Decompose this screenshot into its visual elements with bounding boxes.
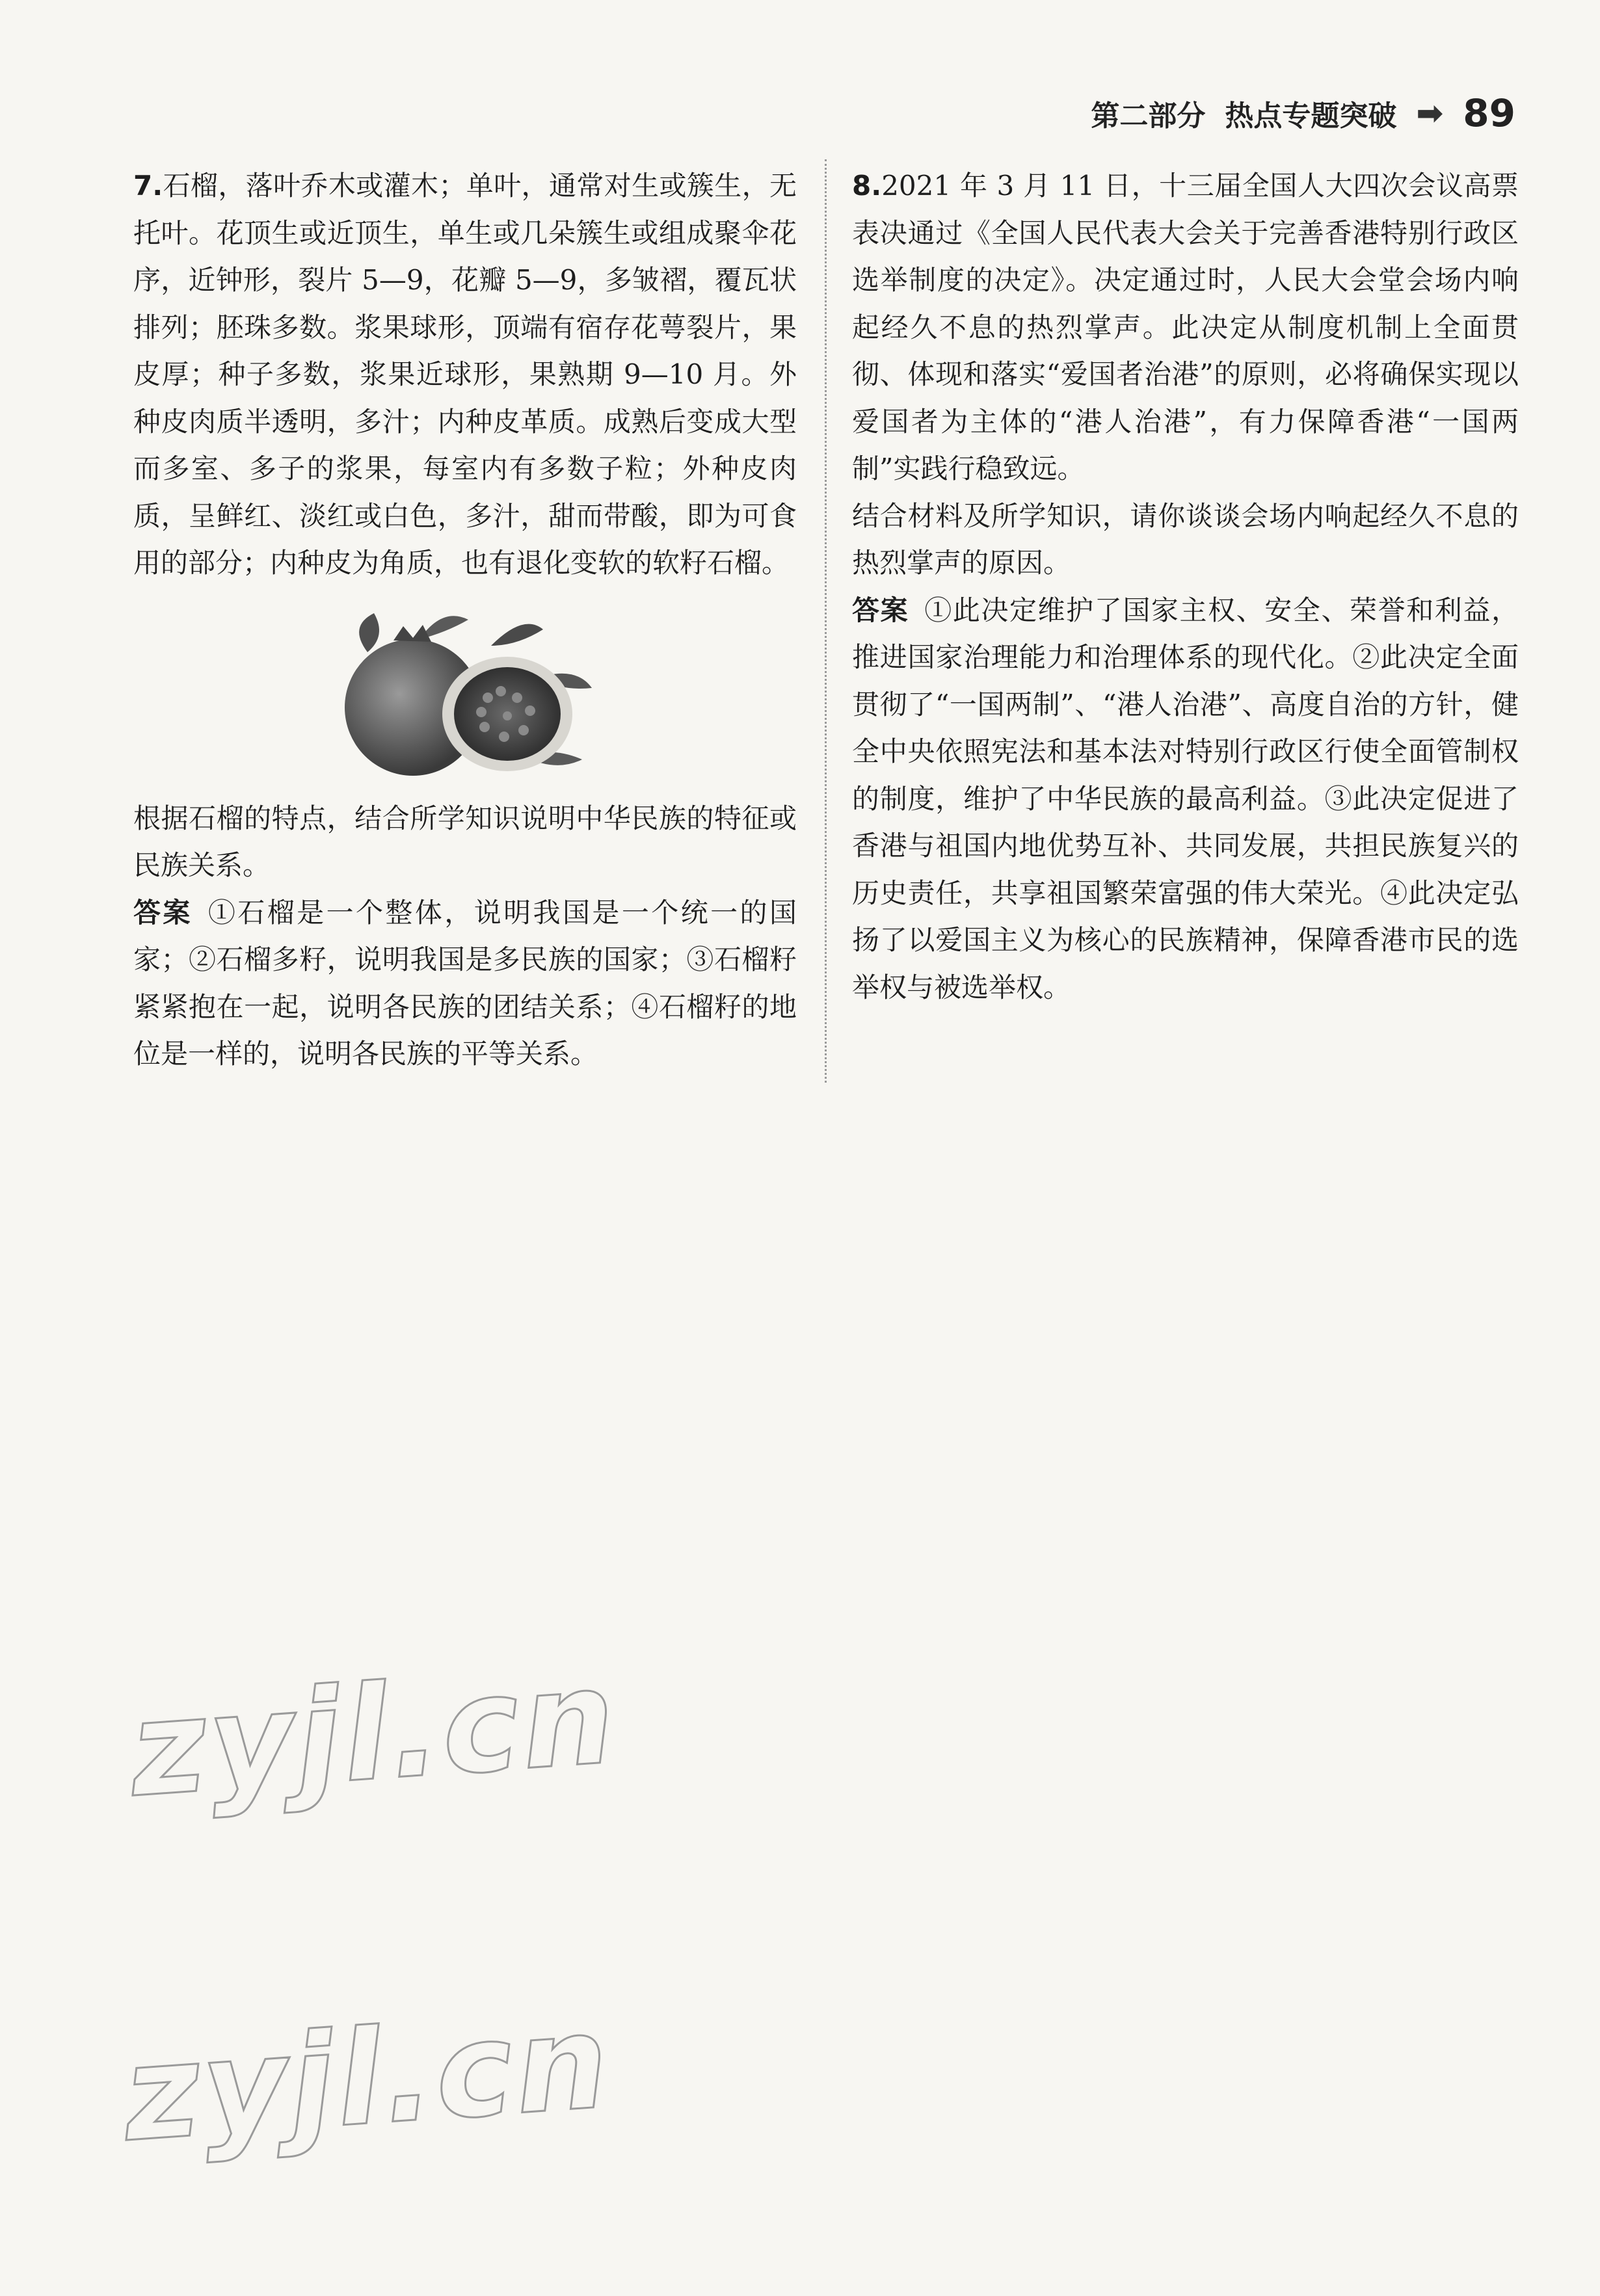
q8-question: 结合材料及所学知识，请你谈谈会场内响起经久不息的热烈掌声的原因。 xyxy=(852,499,1519,579)
q7-answer: ①石榴是一个整体，说明我国是一个统一的国家；②石榴多籽，说明我国是多民族的国家；③石榴籽紧紧抱在一起，说明各民族的团结关系；④石榴籽的地位是一样的，说明各民族的平等关系。 xyxy=(133,896,797,1070)
page-header xyxy=(1091,91,1515,135)
q8-answer-label: 答案 xyxy=(852,594,909,626)
q8-number: 8. xyxy=(852,170,882,202)
watermark-logo: zyjl.cn xyxy=(118,1986,616,2171)
q7-question: 根据石榴的特点，结合所学知识说明中华民族的特征或民族关系。 xyxy=(133,802,797,881)
topic-title: 热点专题突破 xyxy=(1225,99,1397,133)
q7-material: 石榴，落叶乔木或灌木；单叶，通常对生或簇生，无托叶。花顶生或近顶生，单生或几朵簇生或组成聚伞花序，近钟形，裂片 5—9，花瓣 5—9，多皱褶，覆瓦状排列；胚珠多数。浆果球形，顶端有宿存花萼裂片，果皮厚；种子多数，浆果近球形，果熟期 9—10 月。外种皮肉质半透明，多汁；内种皮革质。成熟后变成大型而多室、多子的浆果，每室内有多数子粒；外种皮肉质，呈鲜红、淡红或白色，多汁，甜而带酸，即为可食用的部分；内种皮为角质，也有退化变软的软籽石榴。 xyxy=(133,170,797,579)
page-number: 89 xyxy=(1463,91,1515,135)
q7-answer-paragraph xyxy=(133,890,797,1078)
q7-answer-label: 答案 xyxy=(133,896,193,929)
q8-material-paragraph xyxy=(852,163,1519,493)
q7-number: 7. xyxy=(133,170,163,202)
q7-material-paragraph xyxy=(133,163,797,587)
column-divider xyxy=(825,159,827,1083)
q8-answer-paragraph xyxy=(852,587,1519,1012)
arrow-right-icon: ➡ xyxy=(1416,94,1444,132)
section-title: 第二部分 xyxy=(1091,99,1206,133)
question-7 xyxy=(133,163,797,1078)
question-8 xyxy=(852,163,1519,1011)
pomegranate-image xyxy=(328,600,602,782)
watermark-logo: zyjl.cn xyxy=(125,1641,622,1827)
q8-answer: ①此决定维护了国家主权、安全、荣誉和利益，推进国家治理能力和治理体系的现代化。②此决定全面贯彻了“一国两制”、“港人治港”、高度自治的方针，健全中央依照宪法和基本法对特别行政区行使全面管制权的制度，维护了中华民族的最高利益。③此决定促进了香港与祖国内地优势互补、共同发展，共担民族复兴的历史责任，共享祖国繁荣富强的伟大荣光。④此决定弘扬了以爱国主义为核心的民族精神，保障香港市民的选举权与被选举权。 xyxy=(852,594,1519,1003)
q8-material: 2021 年 3 月 11 日，十三届全国人大四次会议高票表决通过《全国人民代表大会关于完善香港特别行政区选举制度的决定》。决定通过时，人民大会堂会场内响起经久不息的热烈掌声。此决定从制度机制上全面贯彻、体现和落实“爱国者治港”的原则，必将确保实现以爱国者为主体的“港人治港”，有力保障香港“一国两制”实践行稳致远。 xyxy=(852,170,1519,484)
